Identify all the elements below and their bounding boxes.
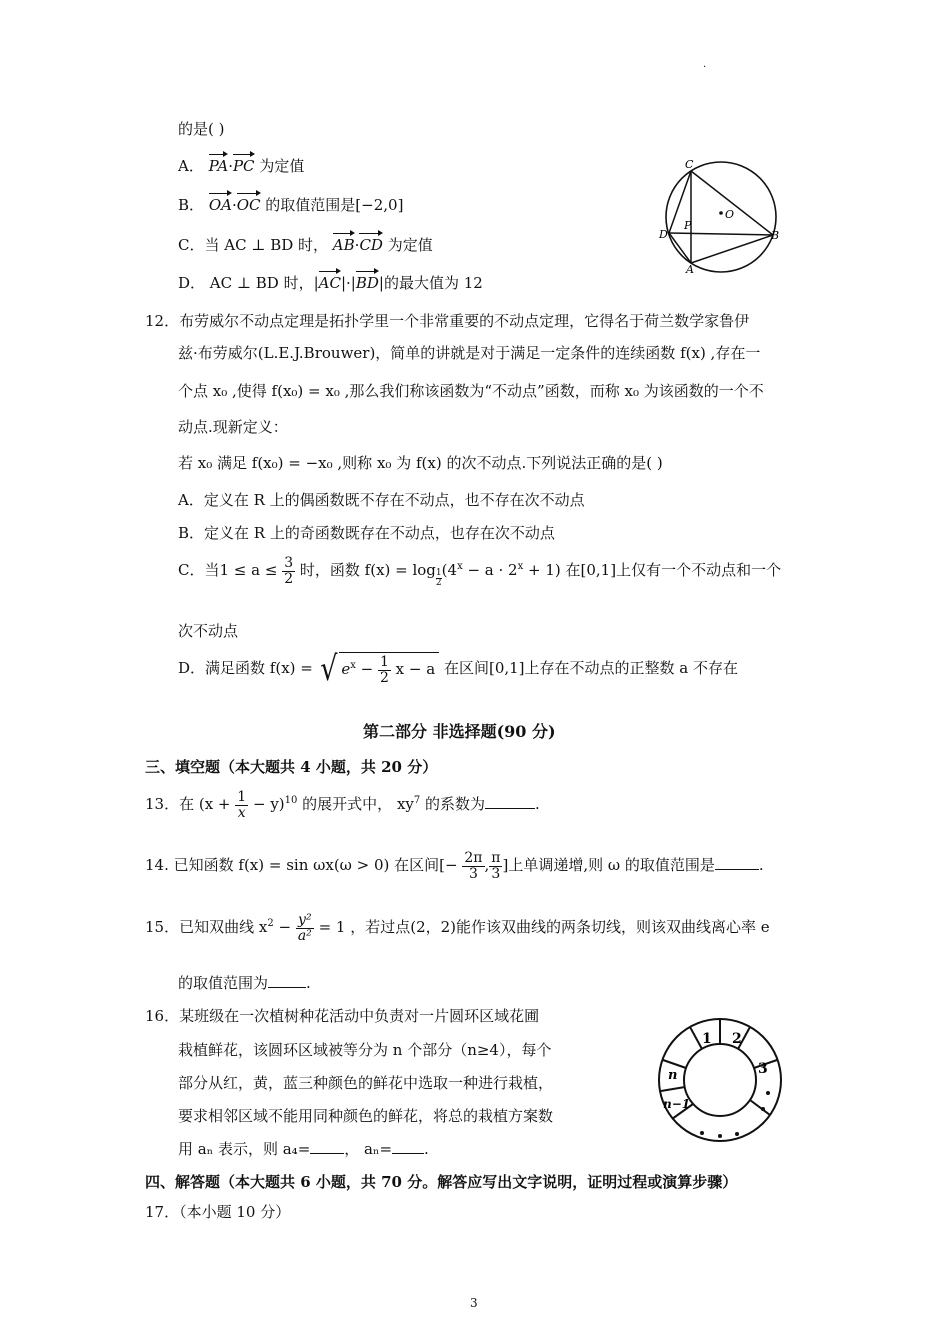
q16-line1: 16．某班级在一次植树种花活动中负责对一片圆环区域花圃 [145, 1007, 540, 1025]
label-d: D [659, 228, 668, 241]
q13: 13．在 (x + $\frac{1}{x}$ − y)$^{10}$ 的展开式中， $xy^7$ 的系数为 . [145, 789, 540, 821]
log-base: $\frac{1}{2}$ [435, 568, 442, 589]
ring-label-n-minus-1: n−1 [663, 1097, 691, 1111]
ring-figure [655, 1015, 785, 1145]
q14-answer-blank[interactable] [715, 857, 759, 870]
q15-line2: 的取值范围为 . [178, 974, 311, 992]
q16-a4-blank[interactable] [310, 1141, 344, 1154]
top-mark: · [703, 62, 707, 73]
ring-label-n: n [668, 1068, 678, 1083]
vector-oa: OA [208, 196, 232, 214]
q12-line2: 兹·布劳威尔(L.E.J.Brouwer)，简单的讲就是对于满足一定条件的连续函数 f(x) ,存在一 [178, 344, 761, 362]
q16-line5: 用 aₙ 表示，则 a₄= ， aₙ= . [178, 1140, 429, 1158]
q12-option-d: D．满足函数 f(x) = √ $e^x$ − $\frac{1}{2}$ x − a 在区间[0,1]上存在不动点的正整数 a 不存在 [178, 649, 739, 689]
circle-figure [655, 155, 785, 280]
fraction-3-2: $\frac{3}{2}$ [284, 555, 294, 587]
q17: 17．（本小题 10 分） [145, 1203, 291, 1221]
sqrt-content: $e^x$ − $\frac{1}{2}$ x − a [339, 652, 439, 685]
q11-option-a: A． PA·PC 为定值 [178, 157, 305, 175]
q12-line3: 个点 x₀ ,使得 f(x₀) = x₀ ,那么我们称该函数为“不动点”函数，而称 x₀ 为该函数的一个不 [178, 382, 764, 400]
vector-bd: BD [355, 274, 379, 292]
q13-answer-blank[interactable] [485, 796, 535, 809]
q12-option-b: B．定义在 R 上的奇函数既存在不动点，也存在次不动点 [178, 524, 555, 542]
label-b: B [771, 229, 780, 242]
label-p: P [684, 219, 692, 232]
q12-option-c-line2: 次不动点 [178, 622, 239, 640]
q16-an-blank[interactable] [392, 1141, 424, 1154]
vector-pc: PC [232, 157, 255, 175]
q12-line4: 动点.现新定义： [178, 418, 288, 436]
vector-ac: AC [318, 274, 341, 292]
q12-line5: 若 x₀ 满足 f(x₀) = −x₀ ,则称 x₀ 为 f(x) 的次不动点.下列说法正确的是( ) [178, 454, 663, 472]
q12-line1: 12．布劳威尔不动点定理是拓扑学里一个非常重要的不动点定理，它得名于荷兰数学家鲁伊 [145, 312, 750, 330]
q14: 14. 已知函数 f(x) = sin ωx(ω > 0) 在区间[− $\frac{2\pi}{3}$ , $\frac{\pi}{3}$ ]上单调递增,则 ω 的取值范围是 . [145, 850, 764, 882]
label-a: A [686, 263, 694, 276]
q12-option-c: C．当1 ≤ a ≤ $\frac{3}{2}$ 时，函数 f(x) = log $\frac{1}{2}$ $(4^x - a \cdot 2^x + 1)$ 在[0,1]上仅有一个不动点和一个 [178, 555, 782, 589]
vector-ab: AB [332, 236, 355, 254]
vector-cd: CD [359, 236, 383, 254]
vector-oc: OC [236, 196, 261, 214]
sqrt-icon: √ [319, 649, 338, 689]
vector-pa: PA [208, 157, 229, 175]
section4-title: 四、解答题（本大题共 6 小题，共 70 分。解答应写出文字说明，证明过程或演算步骤） [145, 1173, 738, 1191]
q15: 15．已知双曲线 $x^2$ − $\frac{\text{y²}}{\text{a²}}$ = 1 ，若过点(2，2)能作该双曲线的两条切线，则该双曲线离心率 e [145, 912, 770, 944]
ring-label-3: 3 [758, 1061, 768, 1077]
q16-line4: 要求相邻区域不能用同种颜色的鲜花，将总的栽植方案数 [178, 1107, 554, 1125]
q11-option-c: C．当 AC ⊥ BD 时， AB·CD 为定值 [178, 236, 433, 254]
q11-tail: 的是( ) [178, 120, 225, 138]
ring-label-2: 2 [732, 1031, 742, 1047]
label-c: C [685, 158, 694, 171]
q15-answer-blank[interactable] [268, 975, 306, 988]
q16-line3: 部分从红，黄，蓝三种颜色的鲜花中选取一种进行栽植， [178, 1074, 554, 1092]
q16-line2: 栽植鲜花，该圆环区域被等分为 n 个部分（n≥4），每个 [178, 1041, 552, 1059]
ring-label-1: 1 [702, 1031, 712, 1047]
q11-option-b: B． OA·OC 的取值范围是[−2,0] [178, 196, 404, 214]
label-o: O [725, 208, 735, 221]
q12-option-a: A．定义在 R 上的偶函数既不存在不动点，也不存在次不动点 [178, 491, 585, 509]
section3-title: 三、填空题（本大题共 4 小题，共 20 分） [145, 758, 438, 776]
part2-title: 第二部分 非选择题(90 分) [363, 722, 556, 741]
q11-option-d: D． AC ⊥ BD 时，|AC|·|BD|的最大值为 12 [178, 274, 483, 292]
page-number: 3 [470, 1296, 478, 1310]
